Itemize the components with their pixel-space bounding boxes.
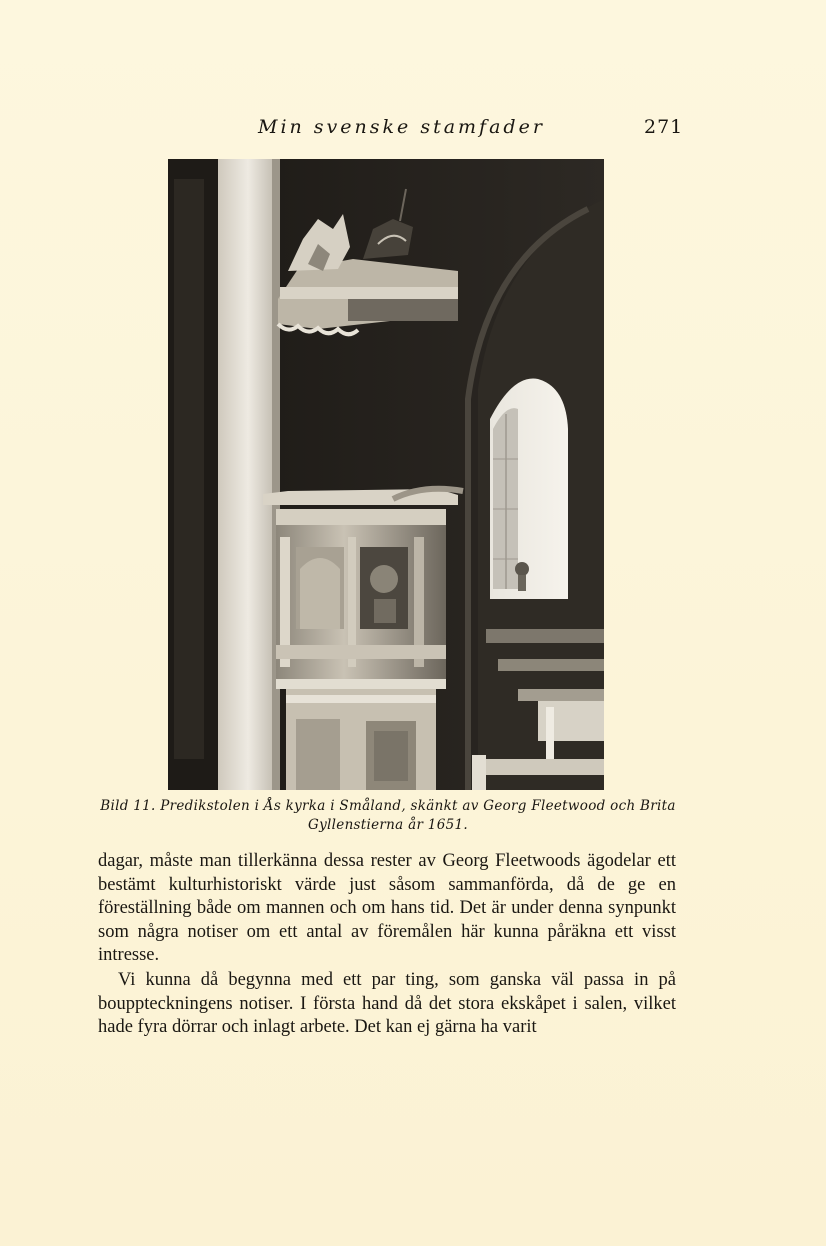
page-number: 271 (644, 116, 684, 138)
paragraph-2: Vi kunna då begynna med ett par ting, som ganska väl passa in på bouppteckningens notiser. I första hand då det stora ekskåpet i salen, vilket hade fyra dörrar och inlagt arbete. Det kan ej gärna ha varit (98, 969, 676, 1038)
figure-caption (98, 797, 678, 835)
running-title: Min svenske stamfader (258, 116, 545, 138)
caption-line-1: Bild 11. Predikstolen i Ås kyrka i Småland, skänkt av Georg Fleetwood och Brita (100, 798, 676, 814)
body-text (98, 850, 676, 1040)
caption-line-2: Gyllenstierna år 1651. (308, 817, 468, 833)
pulpit-photograph (168, 159, 604, 790)
paragraph-1: dagar, måste man tillerkänna dessa rester av Georg Fleetwoods ägodelar ett bestämt kulturhistoriskt värde just såsom sammanförda, då de ge en föreställning både om mannen och om hans tid. Det är under denna synpunkt som några notiser om ett antal av föremålen här kunna påräkna ett visst intresse. (98, 851, 676, 966)
